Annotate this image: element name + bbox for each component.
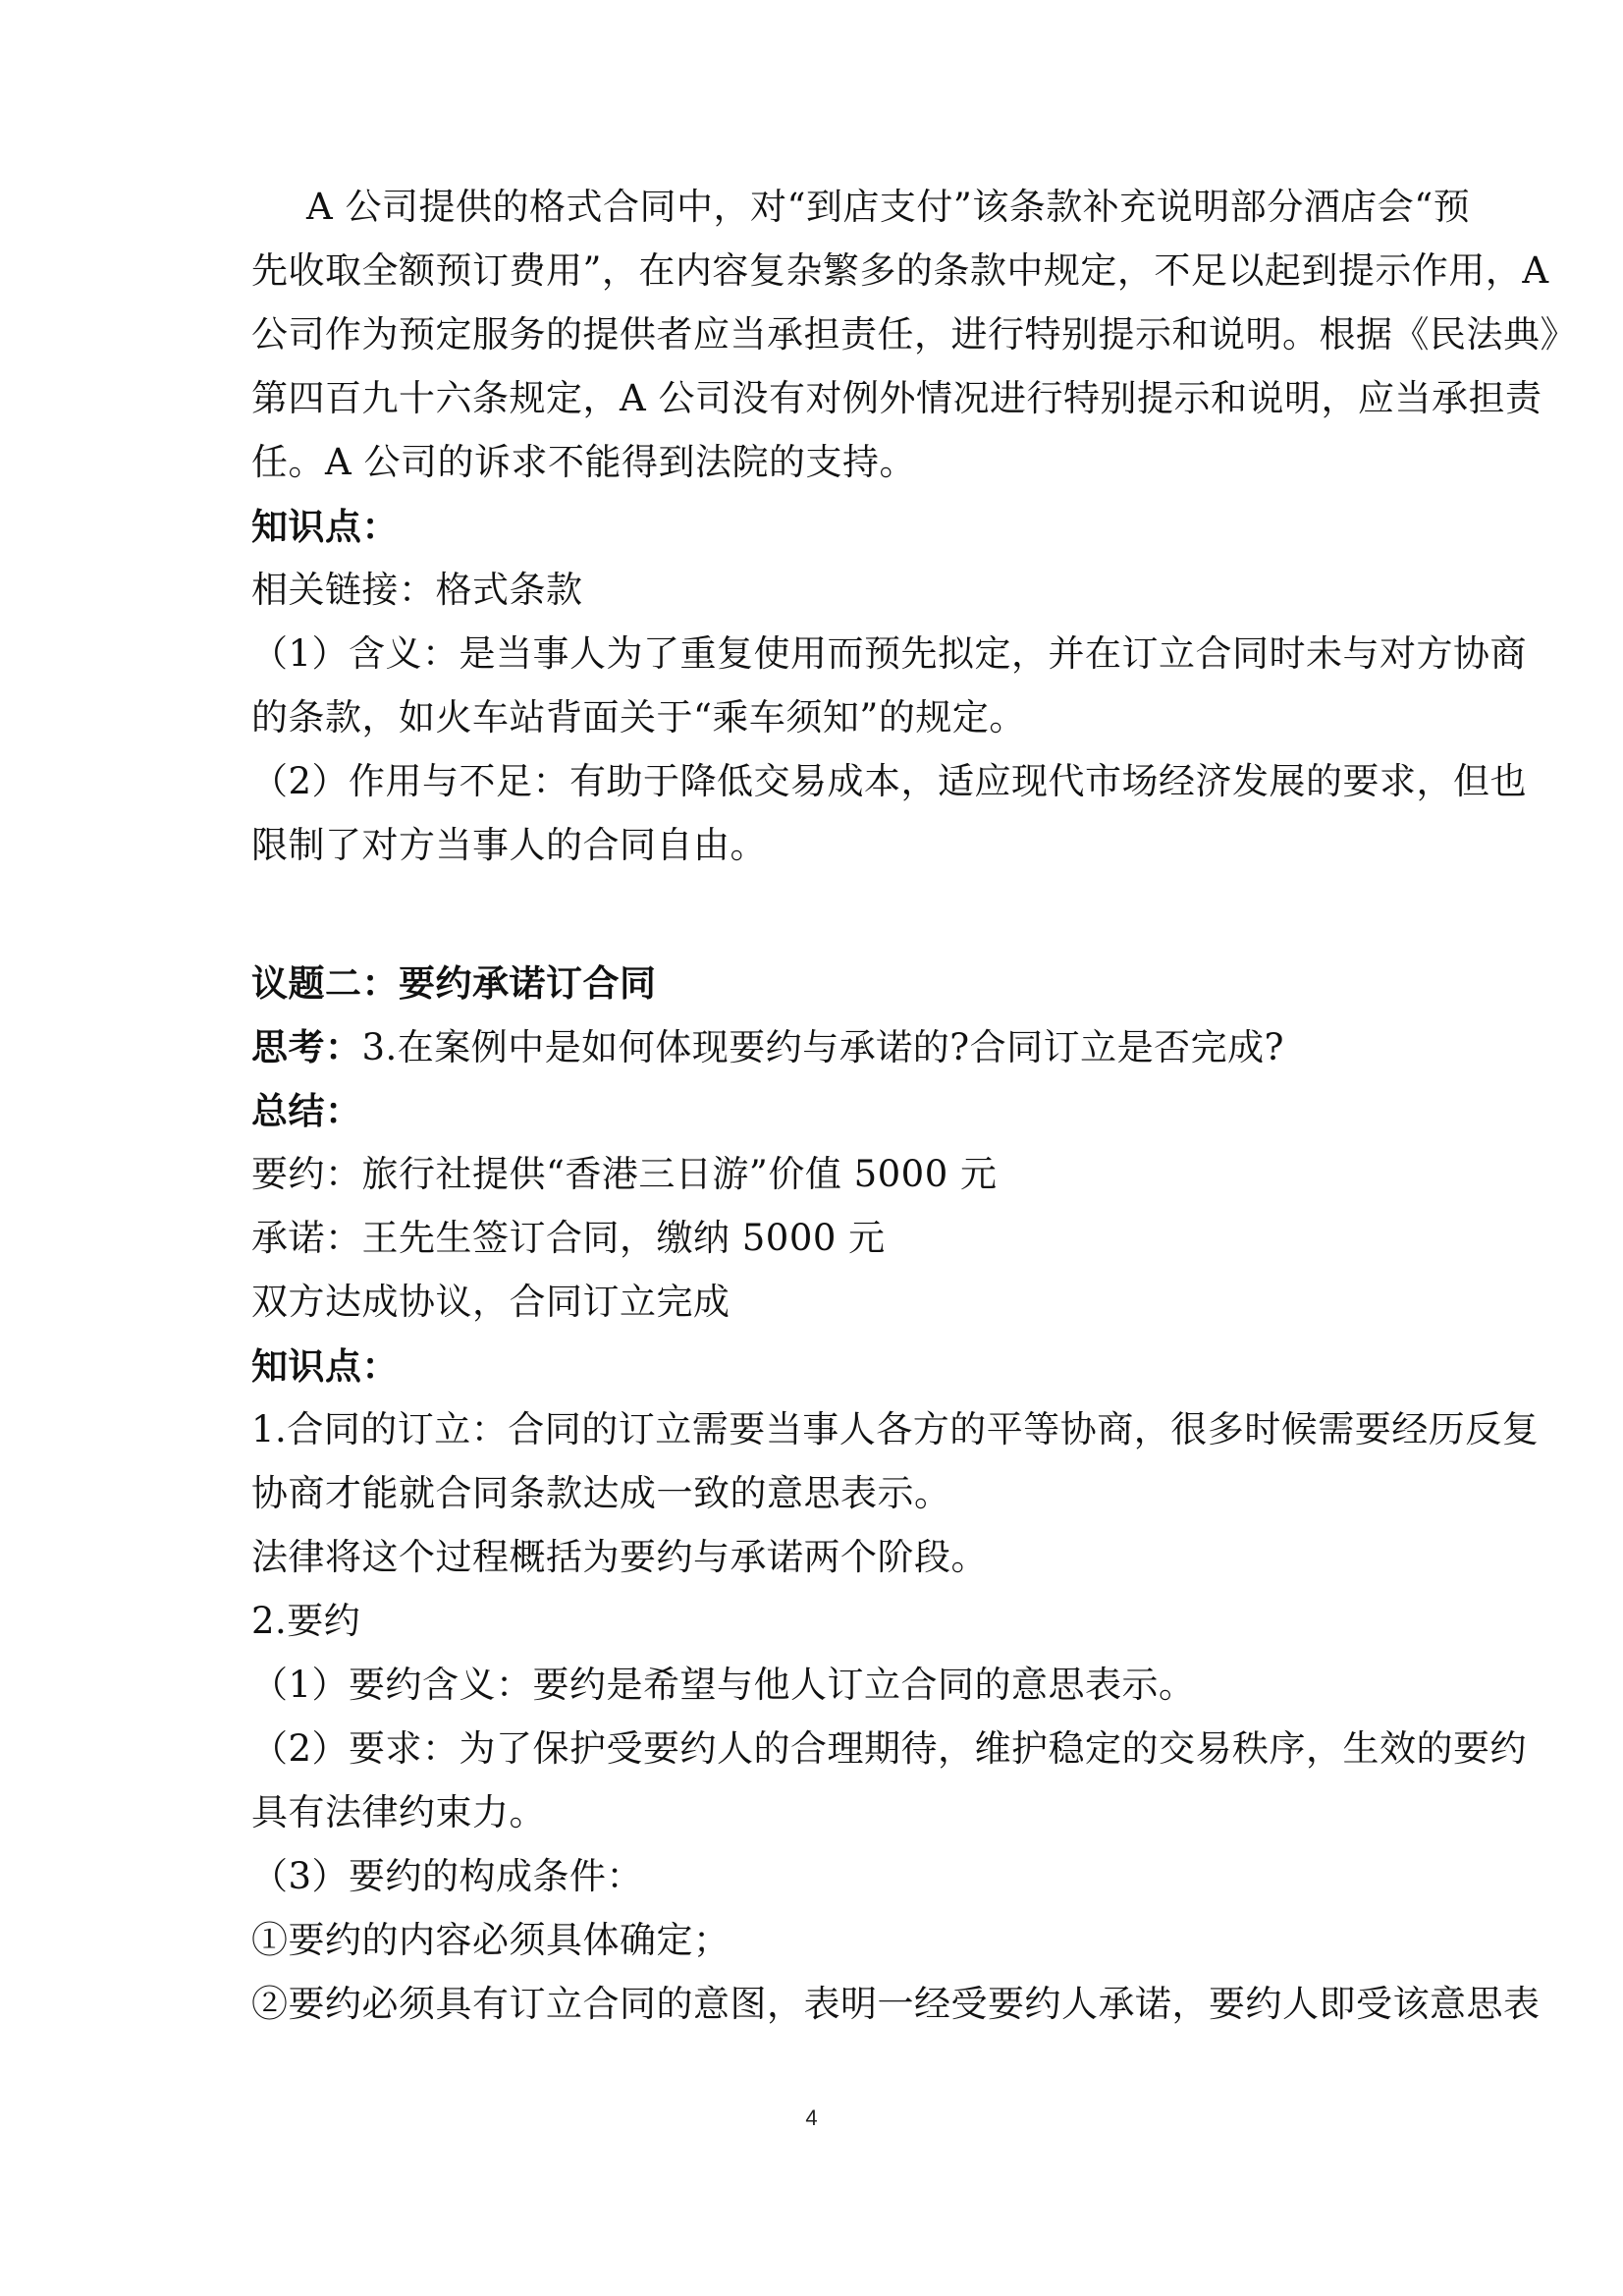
- summary-heading: 总结：: [251, 1089, 362, 1132]
- acceptance-summary-line: 承诺：王先生签订合同，缴纳 5000 元: [251, 1217, 886, 1259]
- paragraph-line: 公司作为预定服务的提供者应当承担责任，进行特别提示和说明。根据《民法典》: [251, 313, 1577, 355]
- page-number: 4: [805, 2105, 818, 2130]
- paragraph-line: 第四百九十六条规定，A 公司没有对例外情况进行特别提示和说明，应当承担责: [251, 377, 1542, 419]
- think-line: [251, 1022, 1380, 1072]
- formation-line: 协商才能就合同条款达成一致的意思表示。: [251, 1472, 951, 1514]
- related-link-line: 相关链接：格式条款: [251, 569, 583, 611]
- paragraph-line: 任。A 公司的诉求不能得到法院的支持。: [251, 441, 916, 483]
- meaning-line: 的条款，如火车站背面关于“乘车须知”的规定。: [251, 696, 1026, 738]
- offer-heading: 2.要约: [251, 1600, 361, 1642]
- think-label: 思考：: [251, 1025, 362, 1068]
- effect-line: 限制了对方当事人的合同自由。: [251, 824, 767, 866]
- formation-line: 1.合同的订立：合同的订立需要当事人各方的平等协商，很多时候需要经历反复: [251, 1408, 1540, 1450]
- knowledge-heading: 知识点：: [251, 505, 399, 548]
- effect-line: （2）作用与不足：有助于降低交易成本，适应现代市场经济发展的要求，但也: [251, 760, 1528, 802]
- offer-summary-line: 要约：旅行社提供“香港三日游”价值 5000 元: [251, 1153, 998, 1195]
- agreement-summary-line: 双方达成协议，合同订立完成: [251, 1281, 730, 1323]
- paragraph-line: 先收取全额预订费用”，在内容复杂繁多的条款中规定，不足以起到提示作用，A: [251, 249, 1549, 292]
- offer-requirement-line: （2）要求：为了保护受要约人的合理期待，维护稳定的交易秩序，生效的要约: [251, 1727, 1528, 1770]
- knowledge-heading: 知识点：: [251, 1344, 399, 1388]
- topic-heading: 议题二：要约承诺订合同: [251, 961, 657, 1005]
- offer-meaning-line: （1）要约含义：要约是希望与他人订立合同的意思表示。: [251, 1664, 1196, 1706]
- paragraph-line: A 公司提供的格式合同中，对“到店支付”该条款补充说明部分酒店会“预: [306, 186, 1471, 228]
- offer-conditions-heading: （3）要约的构成条件：: [251, 1855, 644, 1897]
- meaning-line: （1）含义：是当事人为了重复使用而预先拟定，并在订立合同时未与对方协商: [251, 632, 1528, 675]
- offer-requirement-line: 具有法律约束力。: [251, 1791, 546, 1833]
- law-summary-line: 法律将这个过程概括为要约与承诺两个阶段。: [251, 1536, 988, 1578]
- think-text: 3.在案例中是如何体现要约与承诺的?合同订立是否完成?: [361, 1026, 1284, 1068]
- condition-line: ①要约的内容必须具体确定；: [251, 1919, 730, 1961]
- condition-line: ②要约必须具有订立合同的意图，表明一经受要约人承诺，要约人即受该意思表: [251, 1983, 1541, 2025]
